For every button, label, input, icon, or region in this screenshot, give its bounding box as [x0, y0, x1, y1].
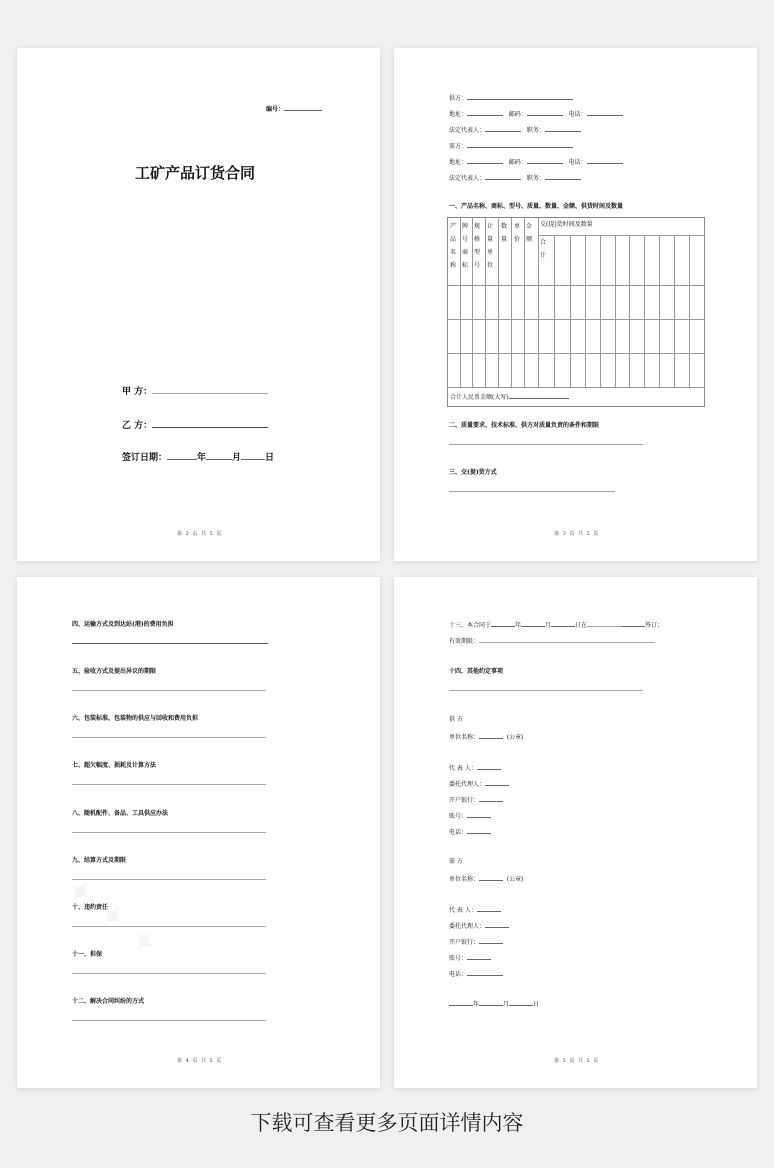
legal-rep-label: 法定代表人： — [449, 127, 486, 134]
supplier-title: 供 方 — [449, 716, 463, 723]
buyer-account-row: 账号： — [449, 953, 491, 963]
legal-rep-row-2 — [449, 173, 581, 183]
buyer-phone-row: 电话： — [449, 969, 503, 979]
postcode-label: 邮码： — [508, 111, 527, 118]
position-label-2: 职务： — [526, 175, 545, 182]
number-blank — [284, 104, 322, 111]
section-4-title: 四、运输方式及到达站(港)的费用负担 — [72, 621, 174, 628]
supplier-bank-row: 开户银行： — [449, 795, 503, 805]
section-7-title: 七、超欠幅度、损耗及计算方法 — [72, 762, 157, 769]
contract-title: 工矿产品订货合同 — [135, 164, 256, 182]
section-13-row: 十三、本合同于 年 月 日在 签订； — [449, 622, 664, 629]
sign-date-row — [122, 451, 274, 464]
page-footer: 第 2 页 共 5 页 — [177, 531, 223, 537]
table-header-delivery: 交(提)货时间及数量 — [540, 221, 593, 228]
table-header-product-name: 产品名称 — [449, 223, 456, 269]
number-field — [266, 104, 322, 114]
contract-page-parties — [394, 48, 757, 561]
party-b-row — [122, 419, 268, 432]
page-footer: 第 3 页 共 5 页 — [554, 531, 600, 537]
page-footer: 第 5 页 共 5 页 — [554, 1058, 600, 1064]
month-label: 月 — [232, 453, 242, 463]
section-14-title: 十四、其他约定事项 — [449, 668, 504, 675]
supplier-unit-row: 单位名称： (公章) — [449, 734, 524, 741]
address-row — [449, 109, 623, 119]
buyer-agent-row: 委托代理人： — [449, 921, 509, 931]
party-a-label: 甲 方： — [122, 387, 153, 397]
section-8-title: 八、随机配件、备品、工具供应办法 — [72, 810, 169, 817]
buyer-bank-row: 开户银行： — [449, 937, 503, 947]
supplier-label: 供方： — [449, 95, 468, 102]
contract-page-terms — [17, 577, 380, 1088]
day-label: 日 — [265, 453, 275, 463]
party-a-row — [122, 385, 268, 398]
total-amount-row — [450, 392, 569, 402]
supplier-phone-row: 电话： — [449, 827, 491, 837]
buyer-row — [449, 141, 573, 151]
address-label-2: 地址： — [449, 159, 468, 166]
valid-period-label: 有效期限： — [449, 638, 480, 645]
party-a-blank — [152, 385, 268, 394]
phone-label-2: 电话： — [568, 159, 587, 166]
product-table — [447, 217, 705, 407]
supplier-rep-row: 代 表 人： — [449, 763, 501, 773]
sign-date-label: 签订日期： — [122, 453, 168, 463]
table-header-quantity: 数量 — [500, 223, 507, 243]
section-13-label: 十三、本合同于 — [449, 622, 492, 629]
address-label: 地址： — [449, 111, 468, 118]
date-row: 年 月 日 — [449, 999, 539, 1009]
table-header-spec: 规格型号 — [473, 223, 480, 269]
download-caption: 下载可查看更多页面详情内容 — [250, 1111, 524, 1135]
buyer-label: 需方： — [449, 143, 468, 150]
contract-page-cover — [17, 48, 380, 561]
legal-rep-label-2: 法定代表人： — [449, 175, 486, 182]
supplier-row — [449, 93, 573, 103]
contract-page-signatures — [394, 577, 757, 1088]
page-footer: 第 4 页 共 5 页 — [177, 1058, 223, 1064]
table-header-subtotal: 合计 — [539, 239, 546, 259]
phone-label: 电话： — [568, 111, 587, 118]
section-6-title: 六、包装标准、包装物的供应与回收和费用负担 — [72, 715, 199, 722]
buyer-title: 需 方 — [449, 858, 463, 865]
section-10-title: 十、违约责任 — [72, 904, 109, 911]
section-2-title: 二、质量要求、技术标准、供方对质量负责的条件和期限 — [449, 422, 600, 429]
year-label: 年 — [197, 453, 207, 463]
section-9-title: 九、结算方式及期限 — [72, 857, 127, 864]
position-label: 职务： — [526, 127, 545, 134]
section-12-title: 十二、解决合同纠纷的方式 — [72, 998, 145, 1005]
table-header-price: 单价 — [513, 223, 520, 243]
section-5-title: 五、验收方式及提出异议的期限 — [72, 668, 157, 675]
party-b-blank — [152, 419, 268, 428]
party-b-label: 乙 方： — [122, 421, 153, 431]
number-label: 编号： — [266, 106, 285, 113]
postcode-label-2: 邮码： — [508, 159, 527, 166]
section-3-title: 三、交(提)货方式 — [449, 469, 497, 476]
supplier-account-row: 账号： — [449, 811, 491, 821]
section-1-title: 一、产品名称、商标、型号、质量、数量、金额、供货时间及数量 — [449, 203, 624, 210]
buyer-unit-row: 单位名称： (公章) — [449, 876, 524, 883]
legal-rep-row — [449, 125, 581, 135]
table-header-brand: 牌号商标 — [461, 223, 468, 269]
valid-period-row — [449, 636, 655, 646]
table-header-unit: 计量单位 — [486, 223, 493, 269]
table-header-amount: 金额 — [525, 223, 532, 243]
supplier-agent-row: 委托代理人： — [449, 779, 509, 789]
buyer-rep-row: 代 表 人： — [449, 905, 501, 915]
address-row-2 — [449, 157, 623, 167]
total-amount-label: 合计人民币金额(大写) — [450, 394, 509, 401]
section-11-title: 十一、担保 — [72, 951, 103, 958]
